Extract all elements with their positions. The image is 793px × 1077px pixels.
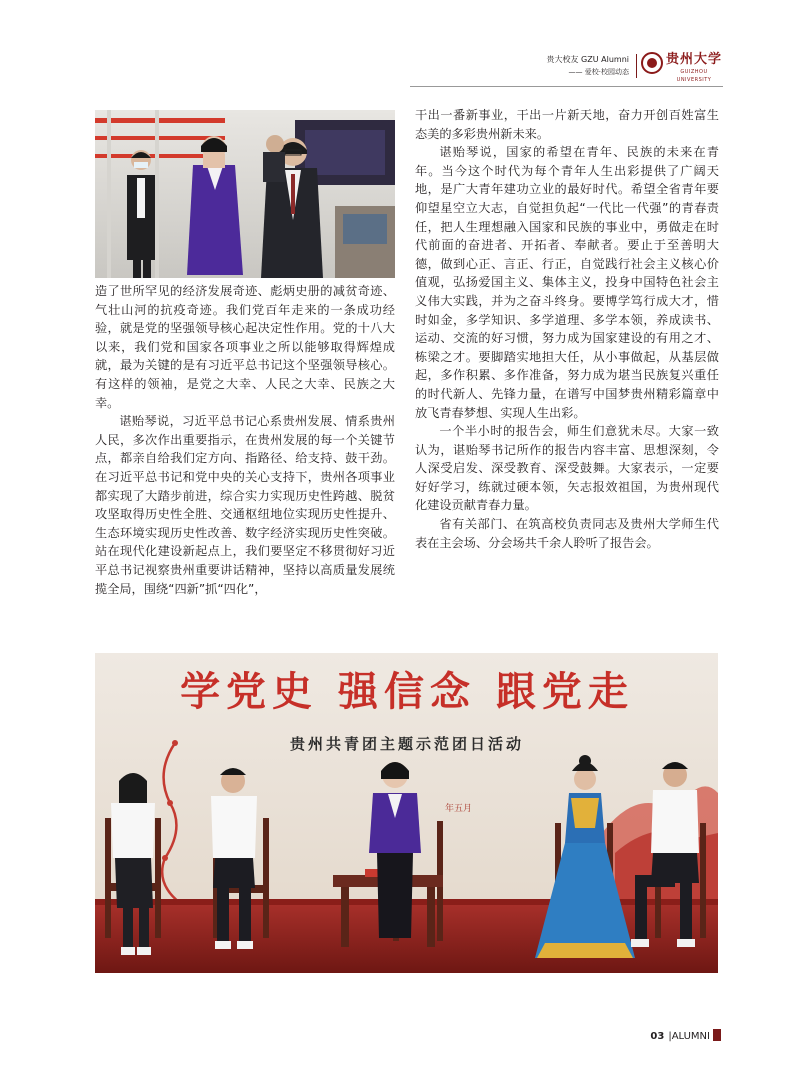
paragraph: 一个半小时的报告会，师生们意犹未尽。大家一致认为，谌贻琴书记所作的报告内容丰富、思想深刻，令人深受启发、深受教育、深受鼓舞。大家表示，一定要好好学习，练就过硬本领，矢志报效祖国，为贵州现代化建设贡献青春力量。 — [415, 424, 719, 513]
lab-visit-photo — [95, 110, 395, 278]
university-name-cn: 贵州大学 — [665, 52, 722, 67]
left-text-column — [95, 282, 395, 598]
header-tagline: —— 爱校·校园动态 — [568, 68, 629, 76]
header-rule — [410, 86, 723, 87]
paragraph: 省有关部门、在筑高校负责同志及贵州大学师生代表在主会场、分会场共千余人聆听了报告会。 — [415, 517, 719, 550]
footer-accent-bar — [713, 1029, 721, 1041]
banner-subtitle: 贵州共青团主题示范团日活动 — [289, 735, 525, 753]
right-text-column — [415, 106, 719, 552]
header-brand-block — [547, 54, 629, 78]
header-brand: 贵大校友 GZU Alumni — [546, 55, 629, 64]
page-footer — [650, 1029, 721, 1043]
paragraph: 造了世所罕见的经济发展奇迹、彪炳史册的减贫奇迹、气壮山河的抗疫奇迹。我们党百年走来的一条成功经验，就是党的坚强领导核心起决定性作用。党的十八大以来，我们党和国家各项事业之所以能够取得辉煌成就，最为关键的是有习近平总书记这个坚强领导核心。有这样的领袖，是党之大幸、人民之大幸、民族之大幸。 — [95, 284, 395, 410]
page-header — [463, 52, 723, 82]
university-name-en: GUIZHOU UNIVERSITY — [676, 69, 712, 83]
page-number: 03 — [650, 1031, 665, 1042]
university-seal-icon — [641, 52, 663, 74]
banner-slogan: 学党史 强信念 跟党走 — [180, 668, 634, 715]
footer-label: |ALUMNI — [668, 1031, 710, 1042]
paragraph: 干出一番新事业，干出一片新天地，奋力开创百姓富生态美的多彩贵州新未来。 — [415, 108, 719, 141]
university-logo — [665, 52, 723, 84]
banner-date: 年五月 — [445, 804, 473, 814]
header-divider — [636, 54, 637, 78]
stage-event-photo — [95, 653, 718, 973]
paragraph: 谌贻琴说，国家的希望在青年、民族的未来在青年。当今这个时代为每个青年人生出彩提供了广阔天地，是广大青年建功立业的最好时代。希望全省青年要仰望星空立大志，自觉担负起“一代比一代强”的青春责任，把人生理想融入国家和民族的事业中，勇做走在时代前面的奋进者、开拓者、奉献者。要止于至善明大德，做到心正、言正、行正，自觉践行社会主义核心价值观，弘扬爱国主义、集体主义，投身中国特色社会主义伟大实践，并为之奋斗终身。要博学笃行成大才，惜时如金，多学知识、多学道理、多学本领，养成读书、运动、交流的好习惯，努力成为国家建设的有用之才、栋梁之才。要脚踏实地担大任，从小事做起，从基层做起，多作积累、多作准备，努力成为堪当民族复兴重任的时代新人、先锋力量，在谱写中国梦贵州精彩篇章中放飞青春梦想、实现人生出彩。 — [415, 145, 719, 420]
paragraph: 谌贻琴说，习近平总书记心系贵州发展、情系贵州人民，多次作出重要指示，在贵州发展的每一个关键节点，都亲自给我们定方向、指路径、给支持、鼓干劲。在习近平总书记和党中央的关心支持下，贵州各项事业都实现了大踏步前进，综合实力实现历史性跨越、脱贫攻坚取得历史性全胜、交通枢纽地位实现历史性提升、生态环境实现历史性改善、数字经济实现历史性突破。站在现代化建设新起点上，我们要坚定不移贯彻好习近平总书记视察贵州重要讲话精神，坚持以高质量发展统揽全局，围绕“四新”抓“四化”， — [95, 414, 395, 596]
